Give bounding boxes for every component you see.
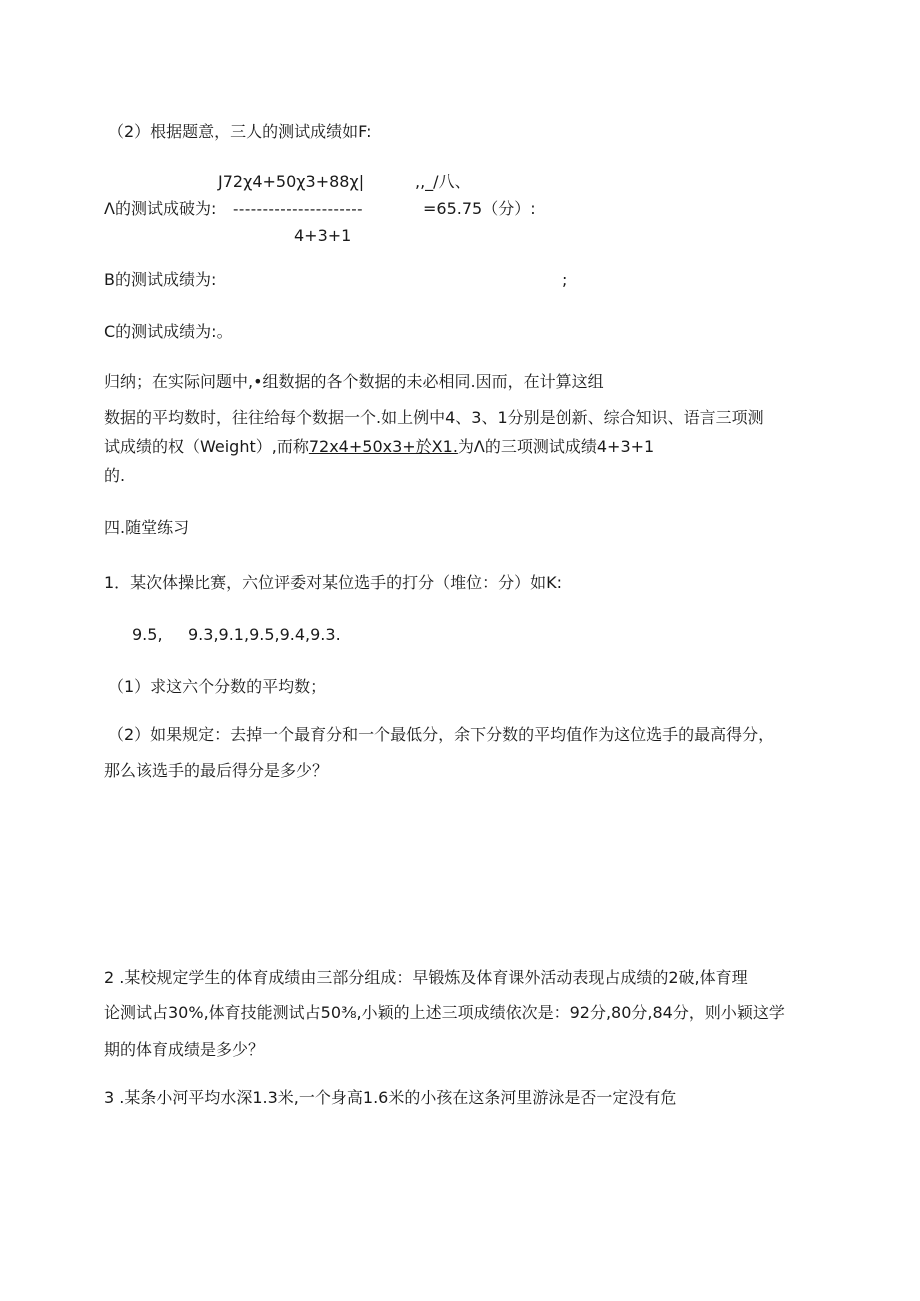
q2-line-2: 论测试占30%,体育技能测试占50⅜,小颖的上述三项成绩依次是：92分,80分,84分，则小颖这学 — [104, 1003, 785, 1022]
b-score-tail: ; — [562, 270, 568, 289]
part2-intro: （2）根据题意，三人的测试成绩如F: — [108, 122, 372, 141]
formula-denominator: 4+3+1 — [294, 226, 352, 245]
summary-line-2: 数据的平均数时，往往给每个数据一个.如上例中4、3、1分别是创新、综合知识、语言三项测 — [104, 408, 764, 427]
a-score-result: =65.75（分）: — [423, 199, 536, 218]
q3-line-1: 3 .某条小河平均水深1.3米,一个身高1.6米的小孩在这条河里游泳是否一定没有危 — [104, 1088, 677, 1107]
q1-score-rest: 9.3,9.1,9.5,9.4,9.3. — [188, 625, 341, 644]
formula-garble: ,,_/八、 — [415, 172, 471, 191]
c-score-label: C的测试成绩为:。 — [104, 322, 233, 341]
a-score-label: Λ的测试成破为: — [104, 199, 217, 218]
summary-line-1: 归纳；在实际问题中,•组数据的各个数据的未必相同.因而，在计算这组 — [104, 372, 604, 391]
q2-line-3: 期的体育成绩是多少？ — [104, 1040, 265, 1059]
q2-line-1: 2 .某校规定学生的体育成绩由三部分组成：早锻炼及体育课外活动表现占成绩的2破,体育理 — [104, 968, 748, 987]
summary-line-3 — [104, 437, 654, 457]
fraction-bar: ---------------------- — [233, 200, 364, 218]
q1-stem: 1．某次体操比赛，六位评委对某位选手的打分（堆位：分）如K: — [104, 573, 563, 592]
q1-sub2-line2: 那么该选手的最后得分是多少？ — [104, 761, 329, 780]
section-heading: 四.随堂练习 — [104, 518, 190, 537]
summary-line-3-post: 为Λ的三项测试成绩4+3+1 — [457, 437, 655, 456]
q1-score-first: 9.5, — [132, 625, 163, 644]
b-score-label: B的测试成绩为: — [104, 270, 217, 289]
q1-sub2-line1: （2）如果规定：去掉一个最育分和一个最低分，余下分数的平均值作为这位选手的最高得分， — [108, 725, 775, 744]
summary-line-3-pre: 试成绩的权（Weight）,而称 — [104, 437, 309, 456]
formula-numerator: J72χ4+50χ3+88χ| — [218, 172, 365, 191]
summary-weighted-formula: 72x4+50x3+於X1. — [308, 437, 458, 456]
summary-line-4: 的. — [104, 466, 126, 485]
q1-sub1: （1）求这六个分数的平均数； — [108, 677, 327, 696]
